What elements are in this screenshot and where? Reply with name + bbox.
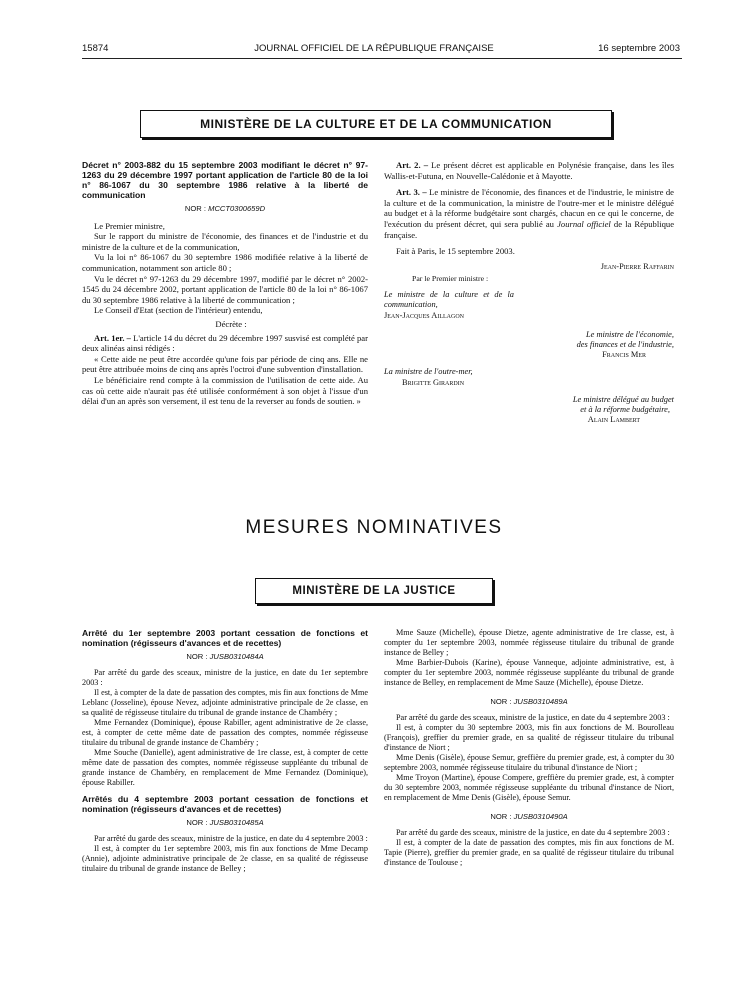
- signature-economie-name: Francis Mer: [602, 350, 646, 360]
- signature-outremer-name: Brigitte Girardin: [402, 377, 465, 387]
- arrete2-title: Arrêtés du 4 septembre 2003 portant cessation de fonctions et nomination (régisseurs d'avances et de recettes): [82, 794, 368, 814]
- ministry-justice-box: [255, 578, 491, 602]
- ministry-culture-label: MINISTÈRE DE LA CULTURE ET DE LA COMMUNICATION: [140, 110, 612, 138]
- signature-outremer-role: La ministre de l'outre-mer,: [384, 367, 473, 377]
- decret-left-column: [82, 160, 368, 407]
- signature-economie-role2: des finances et de l'industrie,: [576, 339, 674, 349]
- signature-budget-role1: Le ministre délégué au budget: [572, 394, 674, 404]
- right-p8: Il est, à compter de la date de passation des comptes, mis fin aux fonctions de M. Tapie (Pierre), greffier du premier grade, en sa qualité de régisseur titulaire du tribunal d'instance de Toulouse ;: [384, 838, 674, 867]
- right-nor3: NOR : JUSB0310490A: [490, 812, 568, 821]
- arrete1-title: Arrêté du 1er septembre 2003 portant cessation de fonctions et nomination (régisseurs d'avances et de recettes): [82, 628, 368, 648]
- right-p4: Il est, à compter du 30 septembre 2003, mis fin aux fonctions de M. Bourolleau (François), greffier du premier grade, en sa qualité de régisseur titulaire du tribunal d'instance de Niort ;: [384, 723, 674, 752]
- page-date: 16 septembre 2003: [598, 43, 680, 54]
- arrete2-nor: NOR : JUSB0310485A: [186, 818, 264, 827]
- signature-premier-ministre: Jean-Pierre Raffarin: [600, 261, 674, 271]
- decret-p5: Le Conseil d'Etat (section de l'intérieur) entendu,: [94, 305, 263, 316]
- decret-right-column: [384, 160, 674, 425]
- decret-decrete: Décrète :: [215, 318, 247, 329]
- decret-p1: Le Premier ministre,: [94, 220, 165, 231]
- right-nor2: NOR : JUSB0310489A: [490, 697, 568, 706]
- justice-right-column: [384, 628, 674, 868]
- right-p6: Mme Troyon (Martine), épouse Compere, greffière du premier grade, est, à compter du 30 septembre 2003, nommée régisseuse suppléante du tribunal d'instance de Niort, en remplacement de Mme Denis (Gisèle), épouse Semur.: [384, 773, 674, 802]
- signature-culture-role: Le ministre de la culture et de la communication,: [384, 290, 514, 310]
- arrete1-p3: Mme Fernandez (Dominique), épouse Rabiller, agent administrative de 2e classe, est, à compter de cette même date de passation des comptes, nommée régisseuse titulaire du tribunal de grande instance de Chambéry ;: [82, 718, 368, 747]
- ministry-culture-box: [140, 110, 610, 136]
- decret-title: Décret n° 2003-882 du 15 septembre 2003 modifiant le décret n° 97-1263 du 29 décembre 1997 portant application de l'article 80 de la loi n° 86-1067 du 30 septembre 1986 relative à la liberté de communication: [82, 160, 368, 200]
- decret-quote1: « Cette aide ne peut être accordée qu'une fois par période de cinq ans. Elle ne peut être attribuée moins de cinq ans après l'octroi d'une subvention d'installation.: [82, 353, 368, 375]
- signature-culture-name: Jean-Jacques Aillagon: [384, 310, 464, 320]
- right-p5: Mme Denis (Gisèle), épouse Semur, greffière du premier grade, est, à compter du 30 septembre 2003, nommée régisseuse titulaire du tribunal d'instance de Niort ;: [384, 753, 674, 772]
- right-p1: Mme Sauze (Michelle), épouse Dietze, agente administrative de 1re classe, est, à compter du 1er septembre 2003, nommée régisseuse titulaire du tribunal de grande instance de Belley ;: [384, 628, 674, 657]
- journal-title: JOURNAL OFFICIEL DE LA RÉPUBLIQUE FRANÇAISE: [254, 43, 494, 54]
- header-rule: [82, 58, 682, 59]
- ministry-justice-label: MINISTÈRE DE LA JUSTICE: [255, 578, 493, 604]
- arrete1-p4: Mme Souche (Danielle), agent administrative de 1re classe, est, à compter de cette même date de passation des comptes, nommée régisseuse suppléante du tribunal de grande instance de Chambéry, en remplacement de Mme Fernandez (Dominique), épouse Rabiller.: [82, 748, 368, 787]
- arrete1-nor: NOR : JUSB0310484A: [186, 652, 264, 661]
- decret-nor: NOR : MCCT0300659D: [184, 204, 266, 213]
- signature-economie-role1: Le ministre de l'économie,: [585, 329, 674, 339]
- arrete2-p2: Il est, à compter du 1er septembre 2003, mis fin aux fonctions de Mme Decamp (Annie), adjointe administrative principale de 2e classe, en sa qualité de régisseuse titulaire du tribunal de grande instance de Belley ;: [82, 844, 368, 873]
- arrete2-p1: Par arrêté du garde des sceaux, ministre de la justice, en date du 4 septembre 2003 :: [94, 834, 368, 843]
- signature-budget-name: Alain Lambert: [587, 415, 640, 425]
- right-p7: Par arrêté du garde des sceaux, ministre de la justice, en date du 4 septembre 2003 :: [396, 828, 670, 837]
- decret-quote2: Le bénéficiaire rend compte à la commission de l'utilisation de cette aide. Au cas où cette aide n'aurait pas été utilisée conformément à son objet à l'issue d'un délai d'un an après son versement, il est tenu de la reverser au fonds de soutien. »: [82, 374, 368, 407]
- decret-p4: Vu le décret n° 97-1263 du 29 décembre 1997, modifié par le décret n° 2002-1545 du 24 décembre 2002, portant application de l'article 80 de la loi n° 86-1067 du 30 septembre 1986 relative à la liberté de communication ;: [82, 273, 368, 305]
- right-p2: Mme Barbier-Dubois (Karine), épouse Vanneque, adjointe administrative, est, à compter du 1er septembre 2003, nommée régisseuse suppléante du tribunal de grande instance de Belley, en remplacement de Mme Sauze (Michelle), épouse Dietze.: [384, 658, 674, 687]
- decret-fait: Fait à Paris, le 15 septembre 2003.: [396, 246, 515, 257]
- page-number: 15874: [82, 43, 109, 54]
- mesures-nominatives-title: MESURES NOMINATIVES: [245, 517, 503, 538]
- justice-left-column: [82, 628, 368, 874]
- right-p3: Par arrêté du garde des sceaux, ministre de la justice, en date du 4 septembre 2003 :: [396, 713, 670, 722]
- decret-art1: Art. 1er. – L'article 14 du décret du 29 décembre 1997 susvisé est complété par deux alinéas ainsi rédigés :: [82, 332, 368, 354]
- decret-art3: Art. 3. – Le ministre de l'économie, des finances et de l'industrie, le ministre de la culture et de la communication, la ministre de l'outre-mer et le ministre délégué au budget et à la réforme budgétaire sont chargés, chacun en ce qui le concerne, de l'exécution du présent décret, qui sera publié au Journal officiel de la République française.: [384, 187, 675, 240]
- signature-budget-role2: et à la réforme budgétaire,: [580, 404, 670, 414]
- decret-p3: Vu la loi n° 86-1067 du 30 septembre 1986 modifiée relative à la liberté de communication, notamment son article 80 ;: [82, 252, 368, 273]
- decret-art2: Art. 2. – Le présent décret est applicable en Polynésie française, dans les îles Wallis-et-Futuna, en Nouvelle-Calédonie et à Mayotte.: [384, 160, 674, 181]
- par-premier-ministre: Par le Premier ministre :: [412, 273, 489, 283]
- arrete1-p1: Par arrêté du garde des sceaux, ministre de la justice, en date du 1er septembre 2003 :: [82, 668, 368, 687]
- arrete1-p2: Il est, à compter de la date de passation des comptes, mis fin aux fonctions de Mme Leblanc (Josseline), épouse Nevez, adjointe administrative principale de 2e classe, en sa qualité de régisseuse titulaire du tribunal de grande instance de Chambéry ;: [82, 688, 368, 717]
- decret-p2: Sur le rapport du ministre de l'économie, des finances et de l'industrie et du ministre de la culture et de la communication,: [82, 231, 368, 252]
